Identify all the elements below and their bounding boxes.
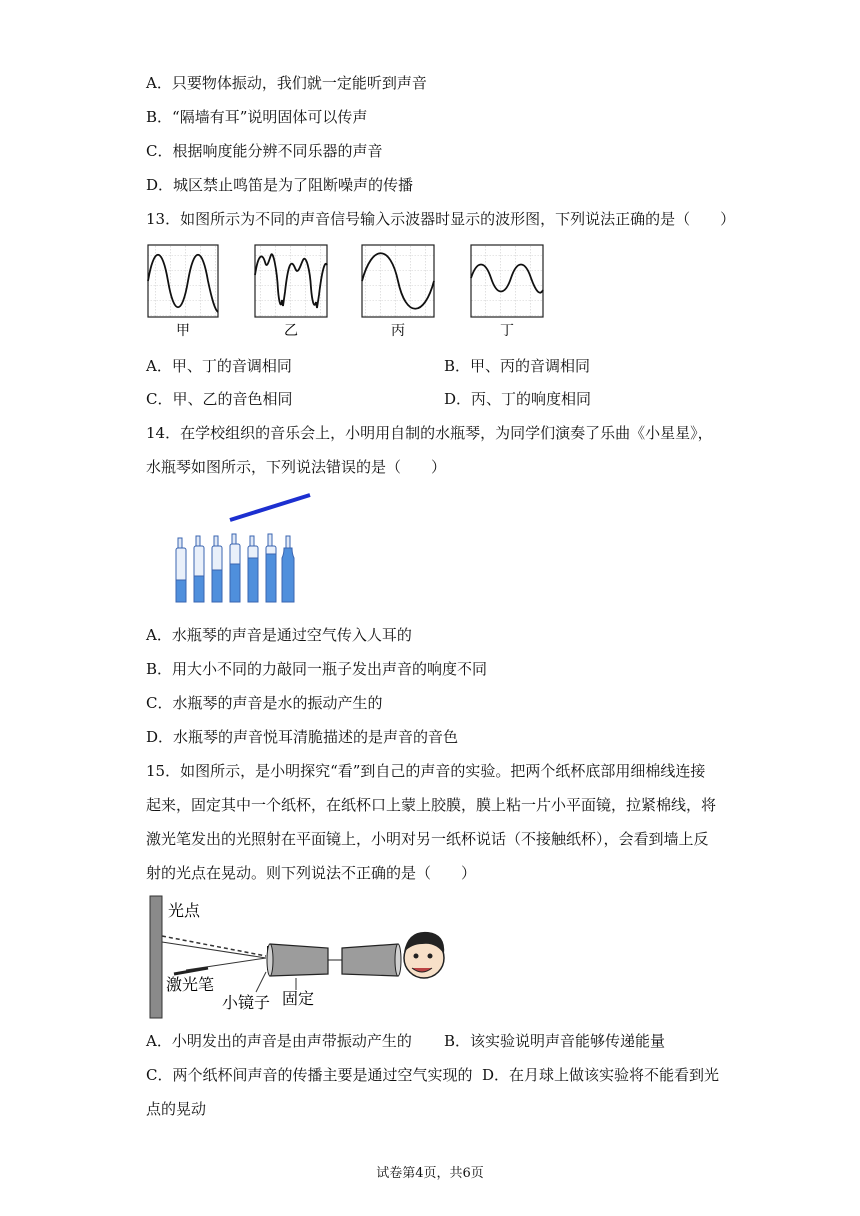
q13-option-c: C．甲、乙的音色相同 xyxy=(146,390,293,408)
q15-stem-line2: 起来，固定其中一个纸杯，在纸杯口上蒙上胶膜，膜上粘一片小平面镜，拉紧棉线，将 xyxy=(146,796,717,814)
bottle-6 xyxy=(266,534,276,602)
bottle-4 xyxy=(230,534,240,602)
q14-option-b: B．用大小不同的力敲同一瓶子发出声音的响度不同 xyxy=(146,660,488,678)
label-light-spot: 光点 xyxy=(168,901,201,920)
waveform-bing xyxy=(362,245,434,317)
striking-stick xyxy=(230,495,310,520)
q14-option-c: C．水瓶琴的声音是水的振动产生的 xyxy=(146,694,383,712)
waveform-jia xyxy=(148,245,218,317)
fixed-cup xyxy=(270,944,328,976)
q14-option-a: A．水瓶琴的声音是通过空气传入人耳的 xyxy=(146,626,412,644)
boy-face xyxy=(404,932,444,978)
page-footer: 试卷第4页，共6页 xyxy=(376,1166,484,1181)
q15-stem-line1: 15．如图所示，是小明探究“看”到自己的声音的实验。把两个纸杯底部用细棉线连接 xyxy=(146,762,706,780)
speaking-cup xyxy=(342,944,398,976)
q13-option-b: B．甲、丙的音调相同 xyxy=(444,357,591,375)
q15-option-a: A．小明发出的声音是由声带振动产生的 xyxy=(146,1032,412,1050)
bottle-5 xyxy=(248,536,258,602)
q15-option-d-continued: 点的晃动 xyxy=(146,1100,207,1118)
q14-option-d: D．水瓶琴的声音悦耳清脆描述的是声音的音色 xyxy=(146,728,459,746)
label-mirror: 小镜子 xyxy=(222,993,271,1012)
q13-stem: 13．如图所示为不同的声音信号输入示波器时显示的波形图，下列说法正确的是（ ） xyxy=(146,210,736,228)
q12-option-a: A．只要物体振动，我们就一定能听到声音 xyxy=(146,74,427,92)
bottle-1 xyxy=(176,538,186,602)
label-laser: 激光笔 xyxy=(166,975,215,994)
q12-option-c: C．根据响度能分辨不同乐器的声音 xyxy=(146,142,383,160)
paper-cup-laser-figure xyxy=(146,892,456,1022)
waveform-ding xyxy=(471,245,543,317)
q14-stem-line1: 14．在学校组织的音乐会上，小明用自制的水瓶琴，为同学们演奏了乐曲《小星星》， xyxy=(146,424,713,442)
q12-option-b: B．“隔墙有耳”说明固体可以传声 xyxy=(146,108,368,126)
q15-option-b: B．该实验说明声音能够传递能量 xyxy=(444,1032,666,1050)
q13-option-d: D．丙、丁的响度相同 xyxy=(444,390,592,408)
water-bottle-xylophone-figure xyxy=(170,490,330,610)
oscilloscope-waveforms-figure xyxy=(140,240,560,340)
wave-label-ding: 丁 xyxy=(500,323,514,339)
q12-option-d: D．城区禁止鸣笛是为了阻断噪声的传播 xyxy=(146,176,414,194)
bottle-3 xyxy=(212,536,222,602)
bottle-7 xyxy=(282,536,294,602)
q13-option-a: A．甲、丁的音调相同 xyxy=(146,357,292,375)
wave-label-yi: 乙 xyxy=(284,323,298,339)
q15-stem-line3: 激光笔发出的光照射在平面镜上，小明对另一纸杯说话（不接触纸杯），会看到墙上反 xyxy=(146,830,709,848)
label-fixed: 固定 xyxy=(282,989,315,1008)
waveform-yi xyxy=(255,245,327,317)
wave-label-jia: 甲 xyxy=(176,323,190,339)
q14-stem-line2: 水瓶琴如图所示，下列说法错误的是（ ） xyxy=(146,458,447,476)
q15-option-d: D．在月球上做该实验将不能看到光 xyxy=(482,1066,720,1084)
wall xyxy=(150,896,162,1018)
bottles xyxy=(176,534,294,602)
bottle-2 xyxy=(194,536,204,602)
q15-stem-line4: 射的光点在晃动。则下列说法不正确的是（ ） xyxy=(146,864,477,882)
q15-option-c: C．两个纸杯间声音的传播主要是通过空气实现的 xyxy=(146,1066,473,1084)
wave-label-bing: 丙 xyxy=(391,323,405,339)
